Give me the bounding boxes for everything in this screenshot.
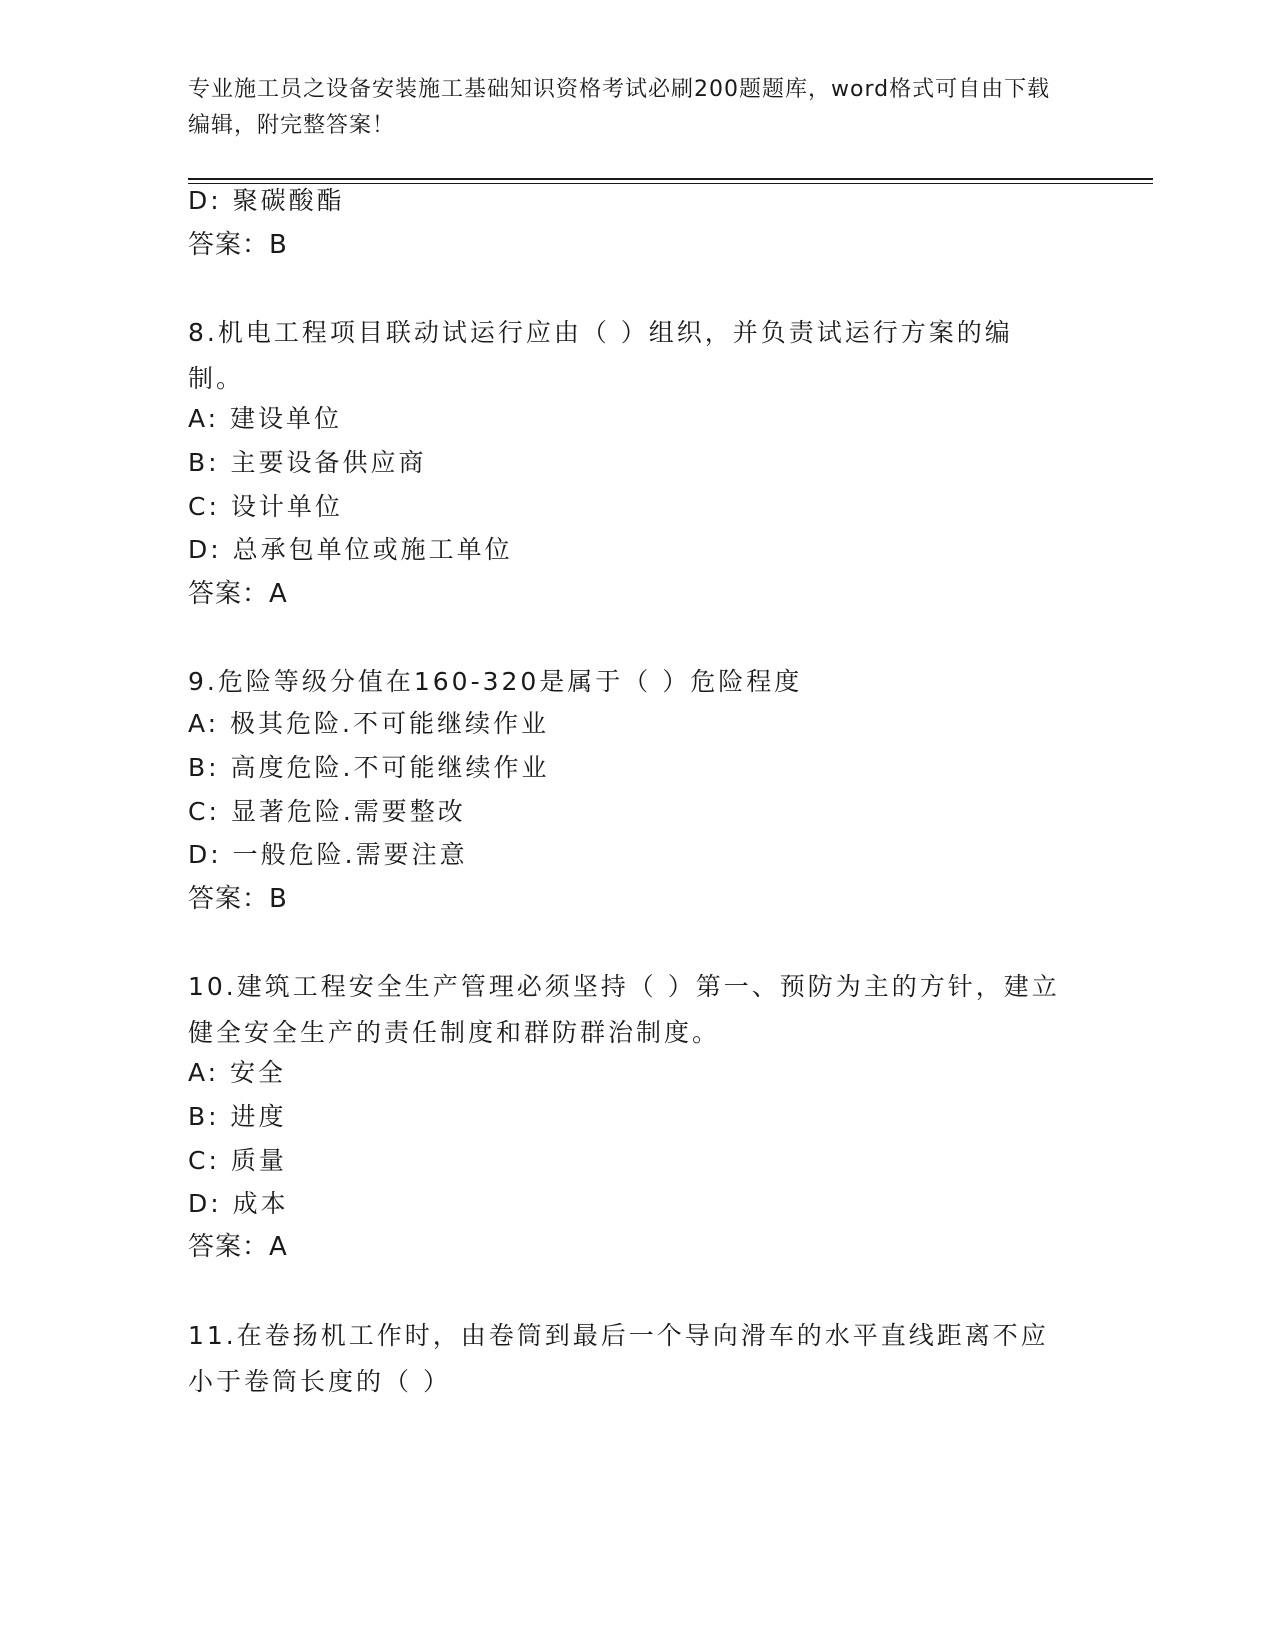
option-a: A: 建设单位 — [188, 404, 343, 433]
option-d: D: 聚碳酸酯 — [188, 186, 345, 215]
option-b: B: 高度危险.不可能继续作业 — [188, 753, 550, 782]
option-b: B: 进度 — [188, 1102, 287, 1131]
option-a: A: 极其危险.不可能继续作业 — [188, 709, 549, 738]
option-d: D: 一般危险.需要注意 — [188, 840, 468, 869]
option-a: A: 安全 — [188, 1058, 287, 1087]
answer-line: 答案：B — [188, 884, 288, 914]
option-d: D: 成本 — [188, 1189, 289, 1218]
page-header-title: 专业施工员之设备安装施工基础知识资格考试必刷200题题库，word格式可自由下载编辑，附完整答案！ — [188, 77, 1051, 138]
question-stem: 10.建筑工程安全生产管理必须坚持（ ）第一、预防为主的方针，建立健全安全生产的责任制度和群防群治制度。 — [188, 972, 1060, 1047]
option-d: D: 总承包单位或施工单位 — [188, 535, 513, 564]
option-c: C: 显著危险.需要整改 — [188, 797, 466, 826]
option-b: B: 主要设备供应商 — [188, 448, 427, 477]
option-c: C: 质量 — [188, 1146, 287, 1175]
question-stem: 8.机电工程项目联动试运行应由（ ）组织，并负责试运行方案的编制。 — [188, 318, 1013, 393]
question-stem: 9.危险等级分值在160-320是属于（ ）危险程度 — [188, 667, 803, 696]
answer-line: 答案：A — [188, 1232, 288, 1262]
option-c: C: 设计单位 — [188, 492, 343, 521]
question-stem: 11.在卷扬机工作时，由卷筒到最后一个导向滑车的水平直线距离不应小于卷筒长度的（ ） — [188, 1321, 1049, 1396]
answer-line: 答案：B — [188, 230, 288, 260]
answer-line: 答案：A — [188, 579, 288, 609]
